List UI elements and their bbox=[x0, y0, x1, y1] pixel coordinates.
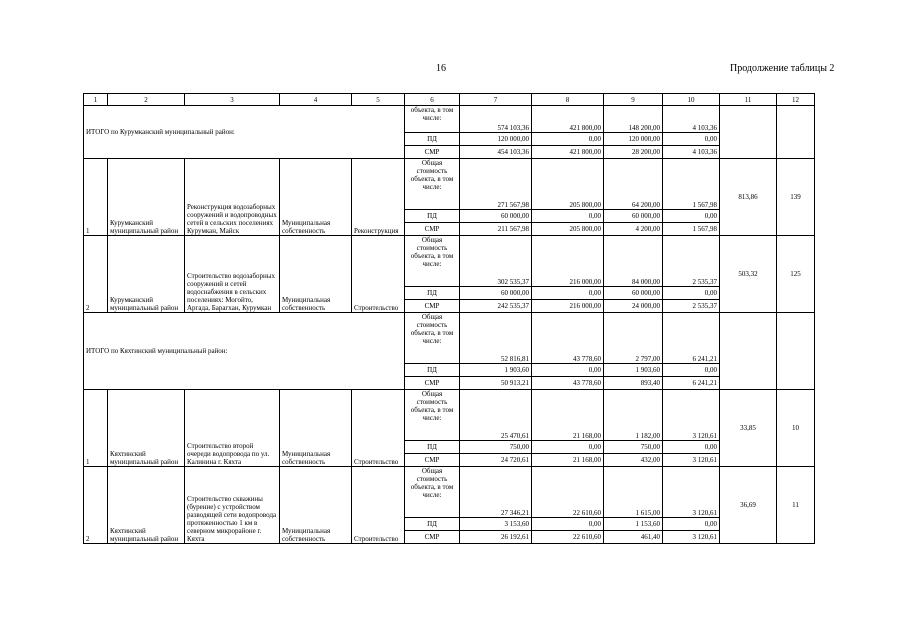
column-header: 5 bbox=[352, 94, 405, 106]
cell-regional: 120 000,00 bbox=[604, 133, 663, 146]
table-continuation-label: Продолжение таблицы 2 bbox=[730, 63, 835, 74]
column-header: 10 bbox=[663, 94, 720, 106]
cell-total: 750,00 bbox=[460, 441, 532, 454]
column-header: 6 bbox=[405, 94, 460, 106]
cell-total: 52 816,81 bbox=[460, 313, 532, 364]
column-header: 9 bbox=[604, 94, 663, 106]
cell-federal: 0,00 bbox=[532, 441, 604, 454]
table-row bbox=[84, 390, 815, 441]
cost-type-label: ПД bbox=[405, 133, 460, 146]
district-name: Курумканский муниципальный район bbox=[108, 159, 185, 236]
cell-regional: 28 200,00 bbox=[604, 146, 663, 159]
cell-indicator: 33,85 bbox=[720, 390, 777, 467]
general-cost-label: Общая стоимость объекта, в том числе: bbox=[405, 467, 460, 518]
cell-local: 3 120,61 bbox=[663, 531, 720, 544]
column-header: 4 bbox=[280, 94, 352, 106]
cell-local: 2 535,37 bbox=[663, 300, 720, 313]
cell-total: 60 000,00 bbox=[460, 210, 532, 223]
cell-local: 0,00 bbox=[663, 518, 720, 531]
work-type: Строительство bbox=[352, 390, 405, 467]
cell-regional: 432,00 bbox=[604, 454, 663, 467]
cell-empty bbox=[777, 106, 815, 159]
cell-total: 25 470,61 bbox=[460, 390, 532, 441]
cell-regional: 4 200,00 bbox=[604, 223, 663, 236]
cell-federal: 21 168,00 bbox=[532, 390, 604, 441]
cell-federal: 21 168,00 bbox=[532, 454, 604, 467]
column-header: 2 bbox=[108, 94, 185, 106]
cost-type-label: ПД bbox=[405, 441, 460, 454]
cell-local: 2 535,37 bbox=[663, 236, 720, 287]
cell-capacity: 139 bbox=[777, 159, 815, 236]
district-name: Кяхтинский муниципальный район bbox=[108, 467, 185, 544]
cell-local: 3 120,61 bbox=[663, 467, 720, 518]
object-name: Строительство скважины (бурение) с устройством разводящей сети водопровода протяженностью 1 км в северном микрорайоне г. Кяхта bbox=[185, 467, 280, 544]
cell-total: 302 535,37 bbox=[460, 236, 532, 287]
general-cost-label: Общая стоимость объекта, в том числе: bbox=[405, 313, 460, 364]
cell-total: 60 000,00 bbox=[460, 287, 532, 300]
ownership: Муниципальная собственность bbox=[280, 159, 352, 236]
cell-total: 454 103,36 bbox=[460, 146, 532, 159]
cell-federal: 205 800,00 bbox=[532, 159, 604, 210]
general-cost-label: Общая стоимость объекта, в том числе: bbox=[405, 159, 460, 210]
cell-local: 0,00 bbox=[663, 364, 720, 377]
column-header: 12 bbox=[777, 94, 815, 106]
cell-local: 0,00 bbox=[663, 133, 720, 146]
row-number: 2 bbox=[84, 467, 108, 544]
cost-type-label: СМР bbox=[405, 377, 460, 390]
row-number: 1 bbox=[84, 159, 108, 236]
cost-type-label: СМР bbox=[405, 454, 460, 467]
district-total-label: ИТОГО по Курумканский муниципальный район: bbox=[84, 106, 405, 159]
ownership: Муниципальная собственность bbox=[280, 467, 352, 544]
cell-local: 3 120,61 bbox=[663, 390, 720, 441]
table-row bbox=[84, 159, 815, 210]
cell-regional: 1 182,00 bbox=[604, 390, 663, 441]
cell-total: 574 103,36 bbox=[460, 106, 532, 133]
row-number: 2 bbox=[84, 236, 108, 313]
cell-federal: 216 000,00 bbox=[532, 236, 604, 287]
cell-total: 1 903,60 bbox=[460, 364, 532, 377]
cell-local: 3 120,61 bbox=[663, 454, 720, 467]
cell-federal: 0,00 bbox=[532, 287, 604, 300]
column-header: 7 bbox=[460, 94, 532, 106]
cell-federal: 43 778,60 bbox=[532, 377, 604, 390]
table-row bbox=[84, 467, 815, 518]
table-row bbox=[84, 313, 815, 364]
cost-type-label: СМР bbox=[405, 300, 460, 313]
cell-local: 4 103,36 bbox=[663, 146, 720, 159]
cell-indicator: 813,86 bbox=[720, 159, 777, 236]
cell-local: 1 567,98 bbox=[663, 159, 720, 210]
cell-total: 211 567,98 bbox=[460, 223, 532, 236]
cost-type-label: ПД bbox=[405, 210, 460, 223]
cell-regional: 1 903,60 bbox=[604, 364, 663, 377]
cell-federal: 22 610,60 bbox=[532, 531, 604, 544]
cell-local: 0,00 bbox=[663, 287, 720, 300]
cell-federal: 205 800,00 bbox=[532, 223, 604, 236]
cell-federal: 0,00 bbox=[532, 210, 604, 223]
cell-regional: 461,40 bbox=[604, 531, 663, 544]
cell-regional: 24 000,00 bbox=[604, 300, 663, 313]
cell-local: 4 103,36 bbox=[663, 106, 720, 133]
cell-federal: 0,00 bbox=[532, 364, 604, 377]
cell-total: 26 192,61 bbox=[460, 531, 532, 544]
general-cost-label: Общая стоимость объекта, в том числе: bbox=[405, 236, 460, 287]
page-number: 16 bbox=[436, 63, 446, 74]
cell-total: 271 567,98 bbox=[460, 159, 532, 210]
cost-type-label: СМР bbox=[405, 531, 460, 544]
cell-regional: 60 000,00 bbox=[604, 287, 663, 300]
cell-capacity: 10 bbox=[777, 390, 815, 467]
cell-federal: 421 800,00 bbox=[532, 106, 604, 133]
cell-federal: 216 000,00 bbox=[532, 300, 604, 313]
cost-type-label: ПД bbox=[405, 518, 460, 531]
cell-empty bbox=[720, 106, 777, 159]
cell-regional: 750,00 bbox=[604, 441, 663, 454]
cell-empty bbox=[777, 313, 815, 390]
cell-regional: 1 153,60 bbox=[604, 518, 663, 531]
cost-type-label: ПД bbox=[405, 287, 460, 300]
cost-type-label: ПД bbox=[405, 364, 460, 377]
cell-regional: 893,40 bbox=[604, 377, 663, 390]
cell-total: 242 535,37 bbox=[460, 300, 532, 313]
work-type: Строительство bbox=[352, 236, 405, 313]
row-number: 1 bbox=[84, 390, 108, 467]
object-name: Строительство водозаборных сооружений и сетей водоснабжения в сельских поселениях: Могойто, Аргада, Барагхан, Курумкан bbox=[185, 236, 280, 313]
cell-regional: 2 797,00 bbox=[604, 313, 663, 364]
district-name: Кяхтинский муниципальный район bbox=[108, 390, 185, 467]
cell-indicator: 503,32 bbox=[720, 236, 777, 313]
object-name: Строительство второй очереди водопровода по ул. Калинина г. Кяхта bbox=[185, 390, 280, 467]
district-name: Курумканский муниципальный район bbox=[108, 236, 185, 313]
cell-capacity: 125 bbox=[777, 236, 815, 313]
cell-federal: 421 800,00 bbox=[532, 146, 604, 159]
cost-type-label: СМР bbox=[405, 146, 460, 159]
table-row bbox=[84, 106, 815, 133]
cell-total: 27 346,21 bbox=[460, 467, 532, 518]
cell-total: 50 913,21 bbox=[460, 377, 532, 390]
cell-total: 24 720,61 bbox=[460, 454, 532, 467]
cell-total: 120 000,00 bbox=[460, 133, 532, 146]
cell-regional: 84 000,00 bbox=[604, 236, 663, 287]
work-type: Строительство bbox=[352, 467, 405, 544]
ownership: Муниципальная собственность bbox=[280, 236, 352, 313]
table-row bbox=[84, 236, 815, 287]
column-number-row bbox=[84, 94, 815, 106]
cell-local: 6 241,21 bbox=[663, 377, 720, 390]
ownership: Муниципальная собственность bbox=[280, 390, 352, 467]
cost-type-label: СМР bbox=[405, 223, 460, 236]
cell-regional: 60 000,00 bbox=[604, 210, 663, 223]
cell-capacity: 11 bbox=[777, 467, 815, 544]
budget-table bbox=[83, 93, 815, 544]
cell-local: 0,00 bbox=[663, 210, 720, 223]
column-header: 8 bbox=[532, 94, 604, 106]
object-name: Реконструкция водозаборных сооружений и водопроводных сетей в сельских поселениях Курумкан, Майск bbox=[185, 159, 280, 236]
cell-regional: 148 200,00 bbox=[604, 106, 663, 133]
cell-federal: 22 610,60 bbox=[532, 467, 604, 518]
cell-local: 1 567,98 bbox=[663, 223, 720, 236]
cell-federal: 0,00 bbox=[532, 133, 604, 146]
cell-regional: 1 615,00 bbox=[604, 467, 663, 518]
cell-total: 3 153,60 bbox=[460, 518, 532, 531]
cell-federal: 43 778,60 bbox=[532, 313, 604, 364]
cell-empty bbox=[720, 313, 777, 390]
general-cost-label: Общая стоимость объекта, в том числе: bbox=[405, 390, 460, 441]
district-total-label: ИТОГО по Кяхтинский муниципальный район: bbox=[84, 313, 405, 390]
work-type: Реконструкция bbox=[352, 159, 405, 236]
cell-indicator: 36,69 bbox=[720, 467, 777, 544]
cell-local: 6 241,21 bbox=[663, 313, 720, 364]
column-header: 3 bbox=[185, 94, 280, 106]
column-header: 1 bbox=[84, 94, 108, 106]
column-header: 11 bbox=[720, 94, 777, 106]
cell-regional: 64 200,00 bbox=[604, 159, 663, 210]
general-cost-label: объекта, в том числе: bbox=[405, 106, 460, 133]
cell-federal: 0,00 bbox=[532, 518, 604, 531]
cell-local: 0,00 bbox=[663, 441, 720, 454]
